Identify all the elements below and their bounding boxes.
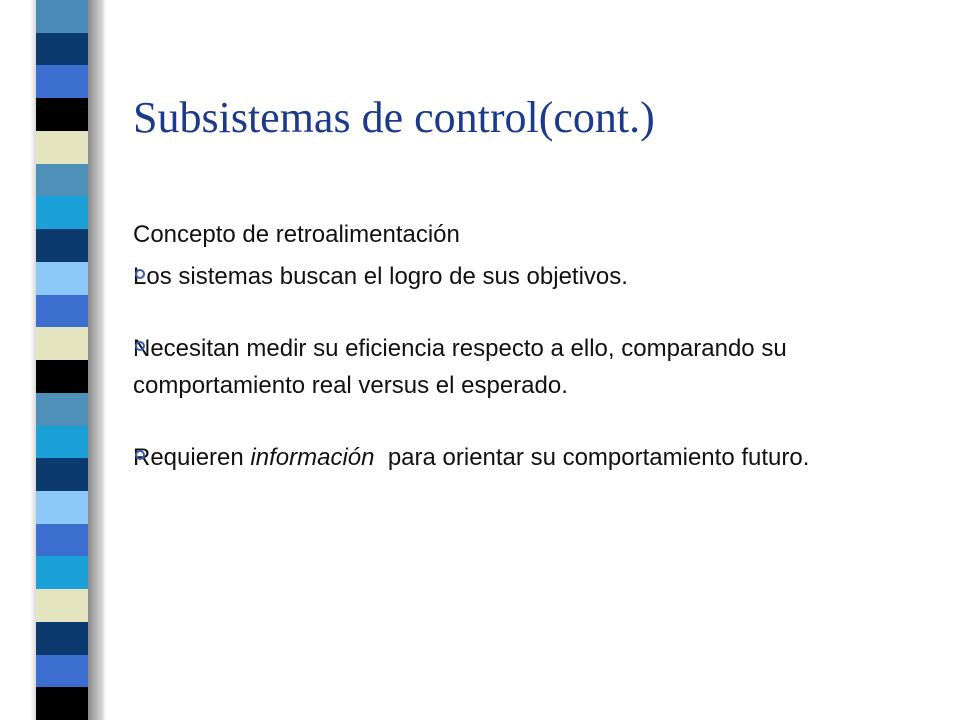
bullet-text-2: Necesitan medir su eficiencia respecto a ello, comparando su comportamiento real versus el esperado. [133, 335, 787, 399]
stripe-block [36, 229, 88, 262]
stripe-block [36, 655, 88, 688]
stripe-block [36, 556, 88, 589]
stripe-block [36, 622, 88, 655]
stripe-block [36, 393, 88, 426]
stripe-block [36, 98, 88, 131]
stripe-shadow [88, 0, 106, 720]
stripe-block [36, 524, 88, 557]
stripe-block [36, 0, 88, 33]
bullet-text-3-italic: información [250, 444, 375, 471]
bullet-item-2 [133, 330, 833, 404]
circle-bullet-icon [135, 341, 145, 351]
bullet-item-1 [133, 258, 833, 295]
stripe-block [36, 360, 88, 393]
bullet-text-3-before: Requieren [133, 444, 251, 471]
slide-title: Subsistemas de control(cont.) [133, 93, 655, 142]
bullet-text-1: Los sistemas buscan el logro de sus objetivos. [133, 263, 628, 290]
stripe-block [36, 164, 88, 197]
stripe-block [36, 327, 88, 360]
bullet-text-3-after: para orientar su comportamiento futuro. [374, 444, 810, 471]
stripe-block [36, 196, 88, 229]
stripe-block [36, 131, 88, 164]
stripe-block [36, 65, 88, 98]
circle-bullet-icon [135, 450, 145, 460]
slide-content [133, 216, 833, 511]
stripe-block [36, 458, 88, 491]
stripe-block [36, 589, 88, 622]
circle-bullet-icon [135, 269, 145, 279]
stripe-block [36, 426, 88, 459]
bullet-text-3 [133, 444, 809, 471]
decorative-stripe-bar [36, 0, 88, 720]
stripe-block [36, 33, 88, 66]
stripe-block [36, 491, 88, 524]
lead-text: Concepto de retroalimentación [133, 221, 460, 248]
stripe-block [36, 262, 88, 295]
stripe-block [36, 687, 88, 720]
bullet-item-3 [133, 439, 833, 476]
stripe-block [36, 295, 88, 328]
